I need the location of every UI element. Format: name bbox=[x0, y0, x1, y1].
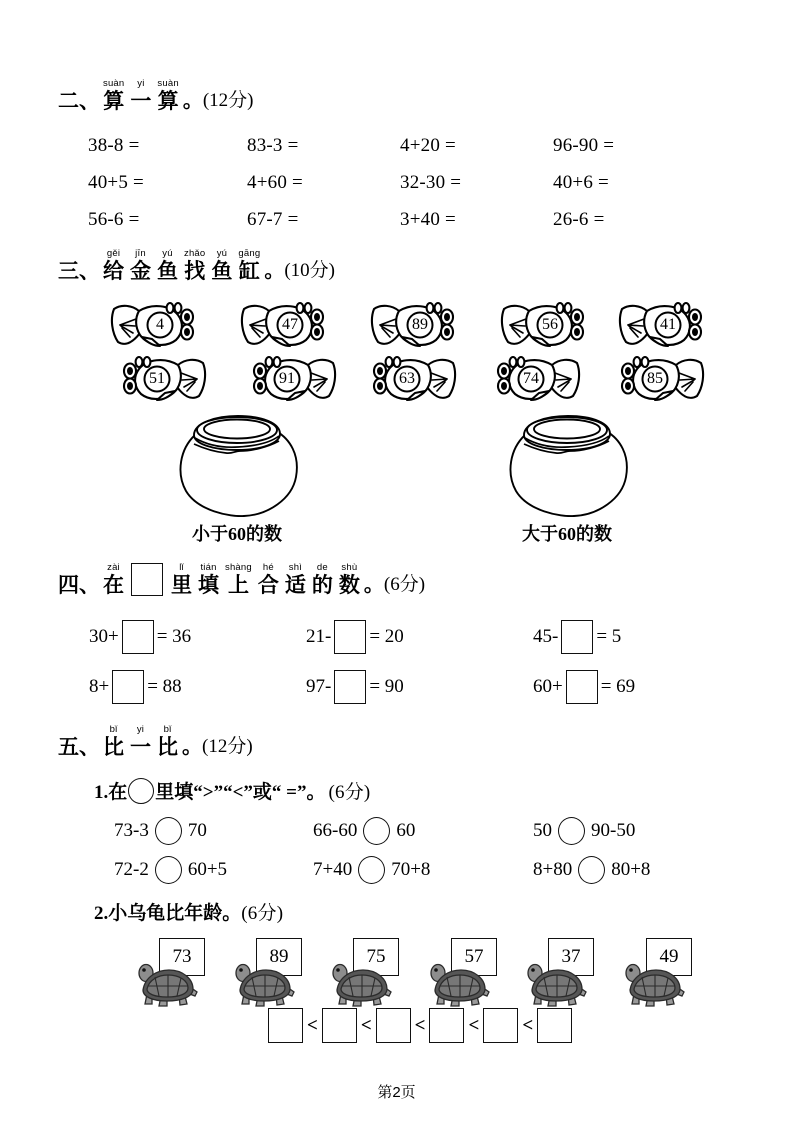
goldfish-number: 4 bbox=[156, 316, 164, 333]
fill-box-equation[interactable] bbox=[305, 620, 405, 654]
hanzi: 缸 bbox=[238, 259, 260, 283]
subsection-1-points: (6分) bbox=[328, 782, 371, 803]
pinyin: yú bbox=[216, 248, 228, 259]
hanzi: 一 bbox=[130, 89, 152, 113]
fish-bowl-right[interactable] bbox=[502, 405, 632, 517]
goldfish[interactable] bbox=[616, 299, 712, 351]
section-3-punct: 。 bbox=[264, 260, 285, 282]
turtle-age-box: 49 bbox=[646, 938, 692, 976]
section-5-heading bbox=[58, 724, 253, 758]
page-footer: 第2页 bbox=[377, 1084, 416, 1101]
ruby-char bbox=[184, 248, 205, 282]
section-2-heading bbox=[58, 78, 253, 112]
hanzi: 的 bbox=[311, 573, 333, 597]
answer-box[interactable] bbox=[268, 1008, 303, 1043]
comparison-circle[interactable] bbox=[358, 856, 385, 884]
hanzi: 比 bbox=[103, 735, 124, 759]
comparison-left: 72-2 bbox=[114, 859, 149, 880]
arith-problem: 32-30 = bbox=[400, 172, 462, 193]
section-4-title bbox=[100, 562, 363, 596]
less-than-sign: < bbox=[307, 1014, 318, 1036]
equation-left: 21- bbox=[306, 626, 332, 647]
goldfish-number: 85 bbox=[647, 370, 663, 387]
arith-problem: 83-3 = bbox=[247, 135, 299, 156]
hanzi: 算 bbox=[157, 89, 179, 113]
section-2-punct: 。 bbox=[182, 90, 203, 112]
comparison-right: 60 bbox=[396, 820, 416, 841]
comparison-left: 66-60 bbox=[313, 820, 358, 841]
section-4-punct: 。 bbox=[363, 574, 384, 596]
comparison-left: 50 bbox=[533, 820, 552, 841]
equation-left: 8+ bbox=[89, 676, 110, 697]
section-3-points: (10分) bbox=[284, 260, 335, 281]
arith-problem: 96-90 = bbox=[553, 135, 615, 156]
ruby-char bbox=[103, 78, 124, 112]
turtle-age-box: 89 bbox=[256, 938, 302, 976]
fill-box-equation[interactable] bbox=[532, 670, 636, 704]
ruby-char bbox=[238, 248, 260, 282]
subsection-2-instruction bbox=[94, 898, 283, 925]
pinyin: yi bbox=[136, 724, 145, 735]
arith-problem: 67-7 = bbox=[247, 209, 299, 230]
pinyin: shì bbox=[288, 562, 303, 573]
equation-right: = 88 bbox=[147, 676, 182, 697]
pinyin: yú bbox=[162, 248, 173, 259]
hanzi: 合 bbox=[257, 573, 279, 597]
less-than-sign: < bbox=[468, 1014, 480, 1036]
answer-box[interactable] bbox=[112, 670, 144, 704]
arith-problem: 4+60 = bbox=[247, 172, 303, 193]
pinyin: lǐ bbox=[179, 562, 184, 573]
goldfish-number: 47 bbox=[282, 316, 298, 333]
hanzi: 鱼 bbox=[157, 259, 178, 283]
pinyin: gěi bbox=[106, 248, 121, 259]
equation-left: 45- bbox=[533, 626, 559, 647]
hanzi: 填 bbox=[198, 573, 219, 597]
ruby-char bbox=[171, 562, 192, 596]
section-3-heading bbox=[58, 248, 335, 282]
hanzi: 在 bbox=[103, 573, 124, 597]
comparison-left: 7+40 bbox=[313, 859, 353, 880]
goldfish-number: 63 bbox=[399, 370, 415, 387]
ruby-char bbox=[103, 724, 124, 758]
hanzi: 一 bbox=[130, 735, 151, 759]
fish-bowl-right-label: 大于60的数 bbox=[522, 524, 612, 544]
hanzi: 里 bbox=[171, 573, 192, 597]
turtle-icon bbox=[622, 960, 688, 1008]
turtle-age-box: 57 bbox=[451, 938, 497, 976]
section-5-punct: 。 bbox=[182, 736, 202, 758]
arith-problem: 40+6 = bbox=[553, 172, 609, 193]
ruby-char bbox=[285, 562, 306, 596]
goldfish[interactable] bbox=[113, 353, 209, 405]
hanzi: 算 bbox=[103, 89, 125, 113]
arith-problem: 3+40 = bbox=[400, 209, 456, 230]
goldfish[interactable] bbox=[611, 353, 707, 405]
comparison-right: 90-50 bbox=[591, 820, 636, 841]
comparison-item[interactable] bbox=[313, 856, 430, 884]
section-5-title bbox=[100, 724, 181, 758]
answer-box[interactable] bbox=[561, 620, 593, 654]
pinyin: yi bbox=[137, 78, 145, 89]
comparison-item[interactable] bbox=[533, 856, 650, 884]
section-2-number: 二、 bbox=[58, 89, 100, 113]
equation-left: 30+ bbox=[89, 626, 119, 647]
less-than-sign: < bbox=[522, 1014, 534, 1036]
turtle-item[interactable] bbox=[135, 938, 213, 1008]
pinyin: shàng bbox=[225, 562, 252, 573]
answer-box[interactable] bbox=[322, 1008, 357, 1043]
ruby-char bbox=[157, 724, 178, 758]
comparison-item[interactable] bbox=[533, 817, 635, 845]
section-2-points: (12分) bbox=[202, 90, 254, 111]
ruby-char bbox=[130, 78, 151, 112]
answer-box[interactable] bbox=[429, 1008, 464, 1043]
turtle-icon bbox=[524, 960, 590, 1008]
hanzi: 比 bbox=[157, 735, 178, 759]
section-2-title bbox=[100, 78, 182, 112]
turtle-age-box: 37 bbox=[548, 938, 594, 976]
ruby-char bbox=[103, 248, 124, 282]
comparison-right: 60+5 bbox=[187, 859, 228, 880]
comparison-circle[interactable] bbox=[155, 817, 182, 845]
ruby-char bbox=[211, 248, 232, 282]
turtle-item[interactable] bbox=[232, 938, 310, 1008]
pinyin: de bbox=[316, 562, 328, 573]
turtle-age-box: 75 bbox=[353, 938, 399, 976]
goldfish-number: 56 bbox=[542, 316, 558, 333]
fill-box-equation[interactable] bbox=[305, 670, 405, 704]
pinyin: zài bbox=[107, 562, 120, 573]
subsection-1-label: 1.在 bbox=[94, 782, 128, 803]
hanzi: 找 bbox=[184, 259, 206, 283]
ordering-answer-row[interactable] bbox=[268, 1008, 572, 1043]
turtle-icon bbox=[232, 960, 298, 1008]
section-4-number: 四、 bbox=[58, 573, 100, 597]
goldfish[interactable] bbox=[487, 353, 583, 405]
ruby-char bbox=[130, 724, 151, 758]
hanzi: 数 bbox=[338, 573, 360, 597]
pinyin: bǐ bbox=[163, 724, 172, 735]
pinyin: suàn bbox=[103, 78, 125, 89]
arith-problem: 38-8 = bbox=[88, 135, 140, 156]
arith-problem: 26-6 = bbox=[553, 209, 605, 230]
fill-box-equation[interactable] bbox=[88, 670, 183, 704]
inline-answer-box[interactable] bbox=[131, 563, 163, 596]
goldfish-number: 41 bbox=[660, 316, 676, 333]
section-4-heading bbox=[58, 562, 425, 596]
ruby-char bbox=[198, 562, 219, 596]
comparison-right: 70 bbox=[187, 820, 207, 841]
section-3-title bbox=[100, 248, 263, 282]
pinyin: bǐ bbox=[109, 724, 118, 735]
goldfish[interactable] bbox=[368, 299, 464, 351]
goldfish-number: 74 bbox=[523, 370, 539, 387]
hanzi: 上 bbox=[227, 573, 249, 597]
equation-left: 60+ bbox=[533, 676, 563, 697]
turtle-icon bbox=[329, 960, 395, 1008]
less-than-sign: < bbox=[414, 1014, 426, 1036]
subsection-1-label-after: 里填“>”“<”或“ =”。 bbox=[155, 782, 326, 803]
hanzi: 鱼 bbox=[211, 259, 233, 283]
comparison-item[interactable] bbox=[114, 856, 227, 884]
pinyin: tián bbox=[200, 562, 217, 573]
goldfish[interactable] bbox=[108, 299, 204, 351]
subsection-1-instruction bbox=[94, 777, 370, 804]
arith-problem: 4+20 = bbox=[400, 135, 456, 156]
inline-answer-circle[interactable] bbox=[128, 778, 154, 804]
ruby-char bbox=[339, 562, 360, 596]
ruby-char bbox=[130, 248, 151, 282]
comparison-circle[interactable] bbox=[155, 856, 182, 884]
section-5-points: (12分) bbox=[202, 736, 253, 757]
pinyin: suàn bbox=[157, 78, 179, 89]
goldfish-number: 91 bbox=[279, 370, 295, 387]
comparison-left: 8+80 bbox=[533, 859, 573, 880]
fish-bowl-left-label: 小于60的数 bbox=[192, 524, 282, 544]
answer-box[interactable] bbox=[537, 1008, 572, 1043]
subsection-2-label: 2.小乌龟比年龄。 bbox=[94, 903, 242, 924]
equation-right: = 36 bbox=[156, 626, 192, 647]
pinyin: shù bbox=[341, 562, 358, 573]
comparison-left: 73-3 bbox=[114, 820, 149, 841]
equation-right: = 69 bbox=[600, 676, 636, 697]
turtle-icon bbox=[427, 960, 493, 1008]
pinyin: zhǎo bbox=[184, 248, 206, 259]
arith-problem: 40+5 = bbox=[88, 172, 144, 193]
equation-right: = 20 bbox=[369, 626, 404, 647]
turtle-item[interactable] bbox=[329, 938, 407, 1008]
answer-box[interactable] bbox=[334, 620, 366, 654]
section-5-number: 五、 bbox=[58, 735, 100, 759]
equation-right: = 5 bbox=[596, 626, 622, 647]
ruby-char bbox=[157, 78, 178, 112]
section-3-number: 三、 bbox=[58, 259, 100, 283]
ruby-char bbox=[225, 562, 252, 596]
comparison-item[interactable] bbox=[114, 817, 207, 845]
goldfish-number: 89 bbox=[412, 316, 428, 333]
turtle-item[interactable] bbox=[524, 938, 602, 1008]
turtle-icon bbox=[135, 960, 201, 1008]
ruby-char bbox=[312, 562, 333, 596]
goldfish-number: 51 bbox=[149, 370, 165, 387]
hanzi: 给 bbox=[103, 259, 124, 283]
comparison-circle[interactable] bbox=[363, 817, 390, 845]
equation-right: = 90 bbox=[369, 676, 404, 697]
answer-box[interactable] bbox=[376, 1008, 411, 1043]
comparison-right: 80+8 bbox=[611, 859, 651, 880]
ruby-char bbox=[157, 248, 178, 282]
equation-left: 97- bbox=[306, 676, 332, 697]
fill-box-equation[interactable] bbox=[532, 620, 622, 654]
section-4-points: (6分) bbox=[383, 574, 426, 595]
pinyin: hé bbox=[262, 562, 274, 573]
goldfish[interactable] bbox=[238, 299, 334, 351]
pinyin: gāng bbox=[238, 248, 261, 259]
goldfish[interactable] bbox=[498, 299, 594, 351]
comparison-right: 70+8 bbox=[391, 859, 431, 880]
answer-box[interactable] bbox=[483, 1008, 518, 1043]
subsection-2-points: (6分) bbox=[241, 903, 284, 924]
arith-problem: 56-6 = bbox=[88, 209, 140, 230]
goldfish[interactable] bbox=[363, 353, 459, 405]
comparison-circle[interactable] bbox=[558, 817, 585, 845]
less-than-sign: < bbox=[360, 1014, 372, 1036]
turtle-age-box: 73 bbox=[159, 938, 205, 976]
fish-bowl-left[interactable] bbox=[172, 405, 302, 517]
ruby-char bbox=[258, 562, 279, 596]
answer-box[interactable] bbox=[122, 620, 154, 654]
ruby-char bbox=[103, 562, 124, 596]
turtle-item[interactable] bbox=[427, 938, 505, 1008]
hanzi: 适 bbox=[284, 573, 306, 597]
hanzi: 金 bbox=[130, 259, 151, 283]
goldfish[interactable] bbox=[243, 353, 339, 405]
comparison-item[interactable] bbox=[313, 817, 415, 845]
turtle-item[interactable] bbox=[622, 938, 700, 1008]
pinyin: jīn bbox=[135, 248, 146, 259]
comparison-circle[interactable] bbox=[578, 856, 605, 884]
answer-box[interactable] bbox=[566, 670, 598, 704]
fill-box-equation[interactable] bbox=[88, 620, 192, 654]
answer-box[interactable] bbox=[334, 670, 366, 704]
